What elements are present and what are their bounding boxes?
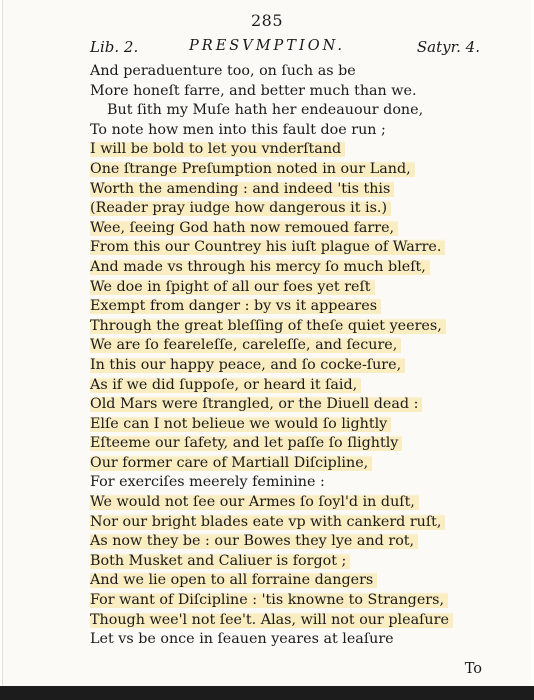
poem-line [90, 415, 510, 435]
poem-line [90, 434, 510, 454]
poem-line [90, 121, 510, 141]
running-head-satyr: Satyr. 4. [416, 38, 480, 56]
poem-line [90, 395, 510, 415]
poem-line-text: Old Mars were ſtrangled, or the Diuell dead : [90, 396, 422, 412]
poem-line [90, 591, 510, 611]
poem-line-text: For want of Diſcipline : 'tis knowne to Strangers, [90, 592, 448, 608]
poem-line [90, 297, 510, 317]
poem-line-text: More honeſt farre, and better much than we. [90, 82, 417, 99]
poem-line-text: We would not ſee our Armes ſo ſoyl'd in duſt, [90, 494, 419, 510]
poem-line-text: Elſe can I not belieue we would ſo lightly [90, 416, 391, 432]
poem-line [90, 317, 510, 337]
running-head-title: PRESVMPTION. [189, 38, 345, 54]
poem-line-text: As if we did ſuppoſe, or heard it ſaid, [90, 377, 361, 393]
poem-line-text: Nor our bright blades eate vp with cankerd ruſt, [90, 514, 445, 530]
poem-line-text: And we lie open to all forraine dangers [90, 572, 377, 588]
poem-text [90, 62, 510, 650]
poem-line-text: Exempt from danger : by vs it appeares [90, 298, 381, 314]
poem-line [90, 630, 510, 650]
poem-line [90, 473, 510, 493]
poem-line-text: But ſith my Muſe hath her endeauour done, [107, 102, 424, 119]
poem-line [90, 238, 510, 258]
poem-line-text: Our former care of Martiall Diſcipline, [90, 455, 372, 471]
poem-line-text: In this our happy peace, and ſo cocke-ſure, [90, 357, 405, 373]
viewer-bottom-bar [0, 686, 534, 700]
poem-line-text: Wee, ſeeing God hath now remoued farre, [90, 220, 398, 236]
poem-line-text: As now they be : our Bowes they lye and rot, [90, 533, 418, 549]
poem-line [90, 258, 510, 278]
poem-line [90, 278, 510, 298]
poem-line-text: Through the great bleſſing of theſe quiet yeeres, [90, 318, 446, 334]
poem-line [90, 611, 510, 631]
poem-line-text: Let vs be once in ſeauen yeares at leaſure [90, 631, 394, 648]
poem-line [90, 552, 510, 572]
poem-line-text: From this our Countrey his iuſt plague of Warre. [90, 239, 445, 255]
poem-line-text: And made vs through his mercy ſo much bleſt, [90, 259, 430, 275]
page-number: 285 [250, 11, 284, 30]
catchword: To [464, 661, 482, 677]
poem-line-text: Though wee'l not ſee't. Alas, will not our pleaſure [90, 612, 453, 628]
running-head-book: Lib. 2. [90, 38, 139, 56]
poem-line [90, 140, 510, 160]
poem-line-text: And peraduenture too, on ſuch as be [90, 63, 356, 79]
poem-line-text: We doe in ſpight of all our foes yet reſt [90, 279, 375, 295]
poem-line [90, 376, 510, 396]
poem-line [90, 101, 510, 121]
poem-line [90, 180, 510, 200]
poem-line-text: I will be bold to let you vnderſtand [90, 141, 345, 157]
poem-line [90, 62, 510, 82]
poem-line-text: Both Musket and Caliuer is forgot ; [90, 553, 350, 569]
poem-line-text: For exerciſes meerely feminine : [90, 474, 325, 491]
poem-line [90, 493, 510, 513]
poem-line [90, 532, 510, 552]
poem-line [90, 336, 510, 356]
poem-line [90, 356, 510, 376]
poem-line [90, 454, 510, 474]
poem-line-text: One ſtrange Preſumption noted in our Land, [90, 161, 415, 177]
poem-line [90, 199, 510, 219]
poem-line-text: To note how men into this fault doe run ; [90, 121, 386, 138]
poem-line [90, 160, 510, 180]
poem-line-text: We are ſo feareleſſe, careleſſe, and ſecure, [90, 337, 401, 353]
poem-line [90, 513, 510, 533]
poem-line-text: Eſteeme our ſafety, and let paſſe ſo ſlightly [90, 435, 402, 451]
poem-line [90, 219, 510, 239]
poem-line [90, 571, 510, 591]
poem-line-text: Worth the amending : and indeed 'tis this [90, 181, 394, 197]
poem-line [90, 82, 510, 102]
poem-line-text: (Reader pray iudge how dangerous it is.) [90, 200, 391, 216]
